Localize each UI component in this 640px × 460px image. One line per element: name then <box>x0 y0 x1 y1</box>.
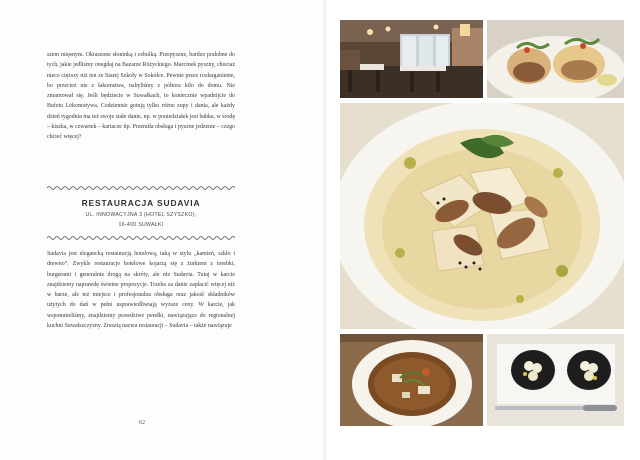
restaurant-interior-photo <box>340 20 483 98</box>
soup-bowl-photo <box>340 334 483 426</box>
ravioli-mushroom-plate-photo <box>340 103 624 329</box>
address-city: 16-400 SUWAŁKI <box>118 222 164 228</box>
stuffed-dumplings-photo <box>487 20 624 98</box>
address-street: UL. INNOWACYJNA 3 (HOTEL SZYSZKO), <box>85 212 197 218</box>
page-number: 62 <box>139 420 145 426</box>
section-heading: RESTAURACJA SUDAVIA <box>81 198 201 208</box>
black-plate-dessert-photo <box>487 334 624 426</box>
wave-divider-bottom <box>47 235 235 241</box>
paragraph-bufet-lokomotywa: szem mięsnym. Okraszone słoninką i cebulką. Przepyszne, bardzo podobne do tych, jakie jedliśmy onegdaj na Bazarze Różyckiego. Marcinek pyszny, chociaż nieco cięższy niż ten ze Starej Szkoły w Sokółce. Pewnie przez rozłarganienie, bo przecież nie z łakomstwa, nabyliśmy z półtora kilo do domu. Nie zmarnował się. Jeśli będziecie w Suwałkach, to koniecznie wpadnijcie do Bufetu Lokomotywa. Codziennie gotują tylko różne zupy i dania, ale każdy dzień tygodnia ma też swoje stałe danie, np. w poniedziałek jest babka, w środę – kiszka, w czwartek – kartacze itp. Przemiła obsługa i pyszne jedzenie – czego chcieć więcej? <box>47 52 235 141</box>
paragraph-sudavia: Sudavia jest elegancką restauracją hotelową, taką w stylu „kamień, szkło i drewno”. Zwykle restauracje hotelowe kojarzą się z żurkiem z torebki, burgerami i generalnie drogą na skróty, ale nie Sudavia. Tutaj w karcie znajdziemy naprawdę świetne propozycje. Trzeba za danie zapłacić więcej niż w barze, ale też miejsce i profesjonalna obsługa oraz jakość składników użytych do dań w pełni usprawiedliwiają wyższe ceny. W karcie, jak wspomnieliśmy, znajdziemy prawdziwe perełki, nawiązujące do regionalnej kuchni Suwalszczyzny. Zresztą nazwa restauracji – Sudavia – także nawiązuje <box>47 251 235 330</box>
wave-divider-top <box>47 185 235 191</box>
right-page <box>326 0 640 460</box>
